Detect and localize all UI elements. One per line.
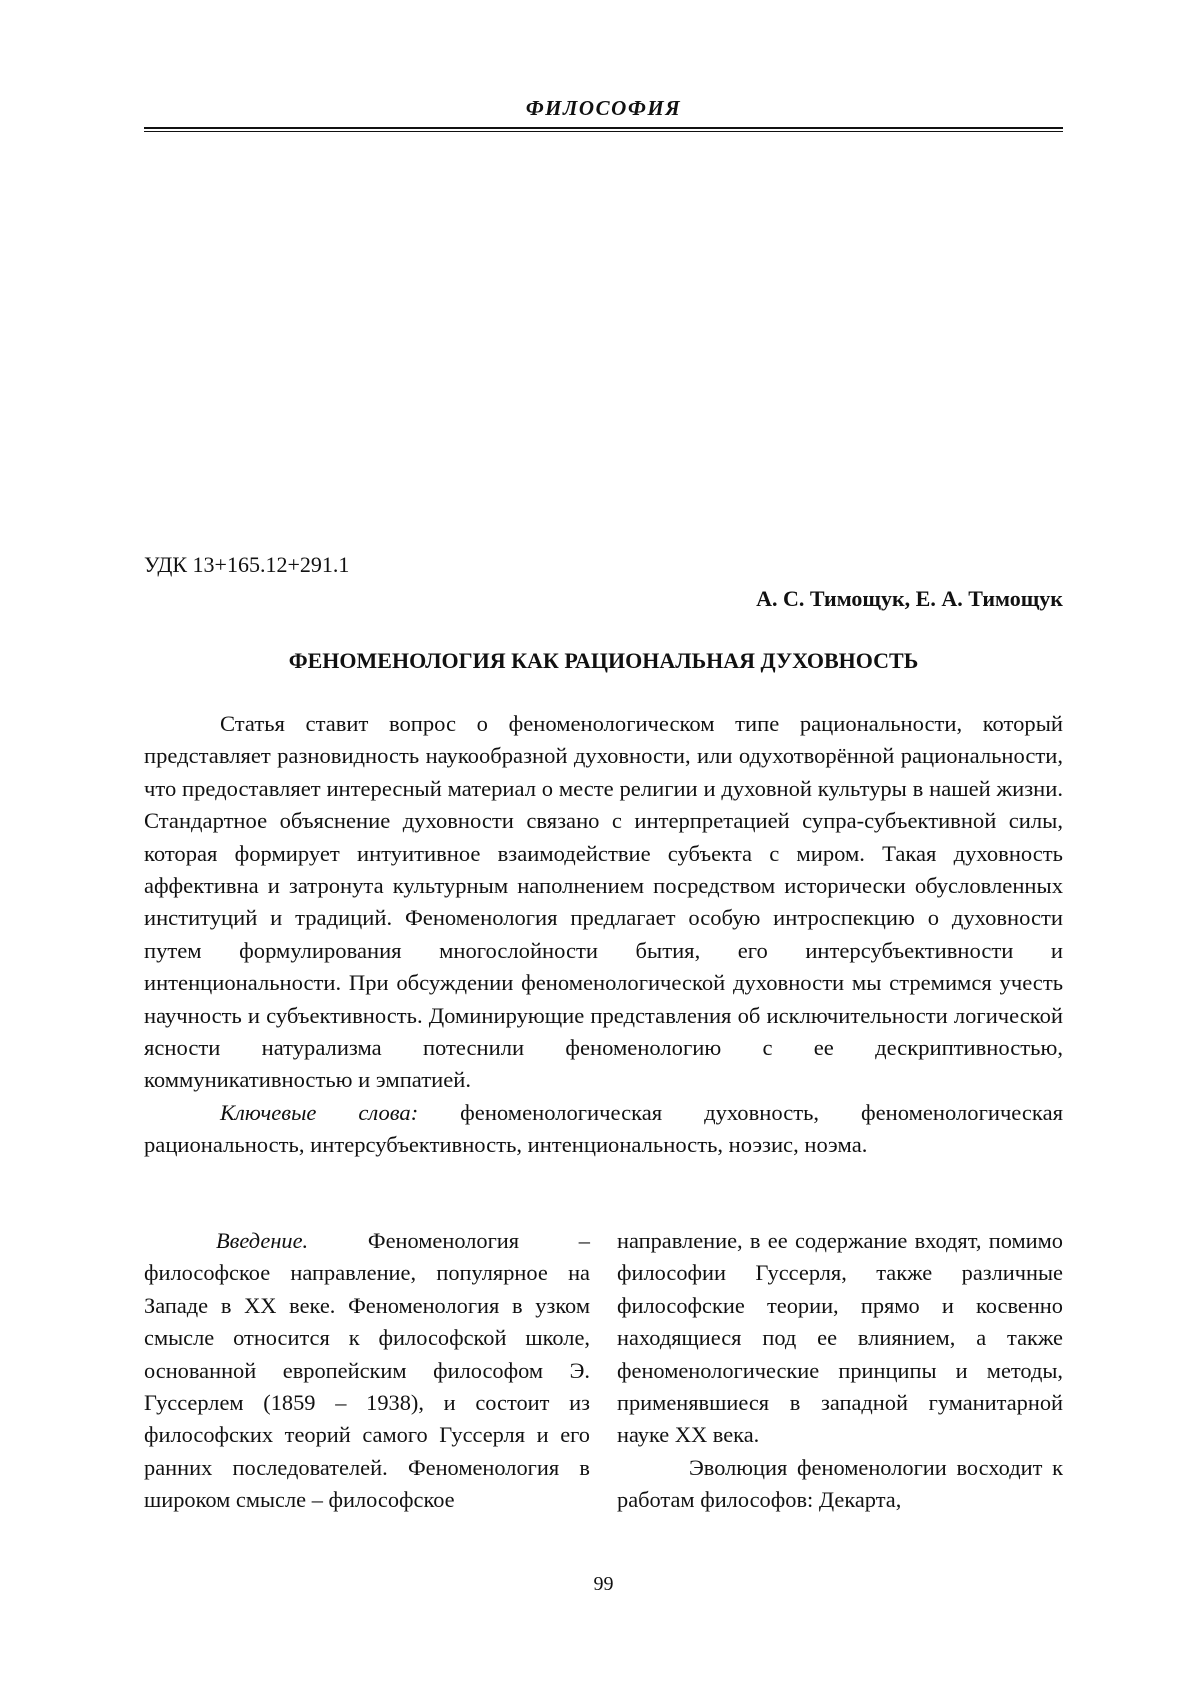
left-column	[144, 1225, 590, 1517]
header-double-rule	[144, 127, 1063, 132]
keywords-label: Ключевые слова:	[220, 1099, 419, 1125]
running-head: ФИЛОСОФИЯ	[525, 96, 682, 120]
article-title: ФЕНОМЕНОЛОГИЯ КАК РАЦИОНАЛЬНАЯ ДУХОВНОСТЬ	[288, 648, 919, 673]
abstract	[144, 708, 1063, 1162]
article-authors: А. С. Тимощук, Е. А. Тимощук	[756, 586, 1063, 611]
right-column	[617, 1225, 1063, 1517]
body-columns	[144, 1225, 1063, 1517]
udk-code: УДК 13+165.12+291.1	[144, 552, 350, 577]
continued-paragraph: направление, в ее содержание входят, помимо философии Гуссерля, также различные философские теории, прямо и косвенно находящиеся под ее влиянием, а также феноменологические принципы и методы, применявшиеся в западной гуманитарной науке XX века.	[617, 1228, 1063, 1448]
page-number: 99	[593, 1573, 614, 1595]
abstract-text: Статья ставит вопрос о феноменологическом типе рациональности, который представляет разновидность наукообразной духовности, или одухотворённой рациональности, что предоставляет интересный материал о месте религии и духовной культуры в нашей жизни. Стандартное объяснение духовности связано с интерпретацией супра-субъективной силы, которая формирует интуитивное взаимодействие субъекта с миром. Такая духовность аффективна и затронута культурным наполнением посредством исторически обусловленных институций и традиций. Феноменология предлагает особую интроспекцию о духовности путем формулирования многослойности бытия, его интерсубъективности и интенциональности. При обсуждении феноменологической духовности мы стремимся учесть научность и субъективность. Доминирующие представления об исключительности логической ясности натурализма потеснили феноменологию с ее дескриптивностью, коммуникативностью и эмпатией.	[144, 711, 1063, 1093]
intro-paragraph	[144, 1225, 590, 1517]
keywords-list: феноменологическая духовность, феноменологическая рациональность, интерсубъективность, интенциональность, ноэзис, ноэма.	[144, 1099, 1063, 1158]
intro-label: Введение.	[216, 1228, 309, 1253]
evolution-paragraph: Эволюция феноменологии восходит к работам философов: Декарта,	[617, 1454, 1063, 1513]
intro-text: Феноменология – философское направление, популярное на Западе в XX веке. Феноменология в узком смысле относится к философской школе, основанной европейским философом Э. Гуссерлем (1859 – 1938), и состоит из философских теорий самого Гуссерля и его ранних последователей. Феноменология в широком смысле – философское	[144, 1228, 590, 1513]
keywords-paragraph	[144, 1097, 1063, 1162]
